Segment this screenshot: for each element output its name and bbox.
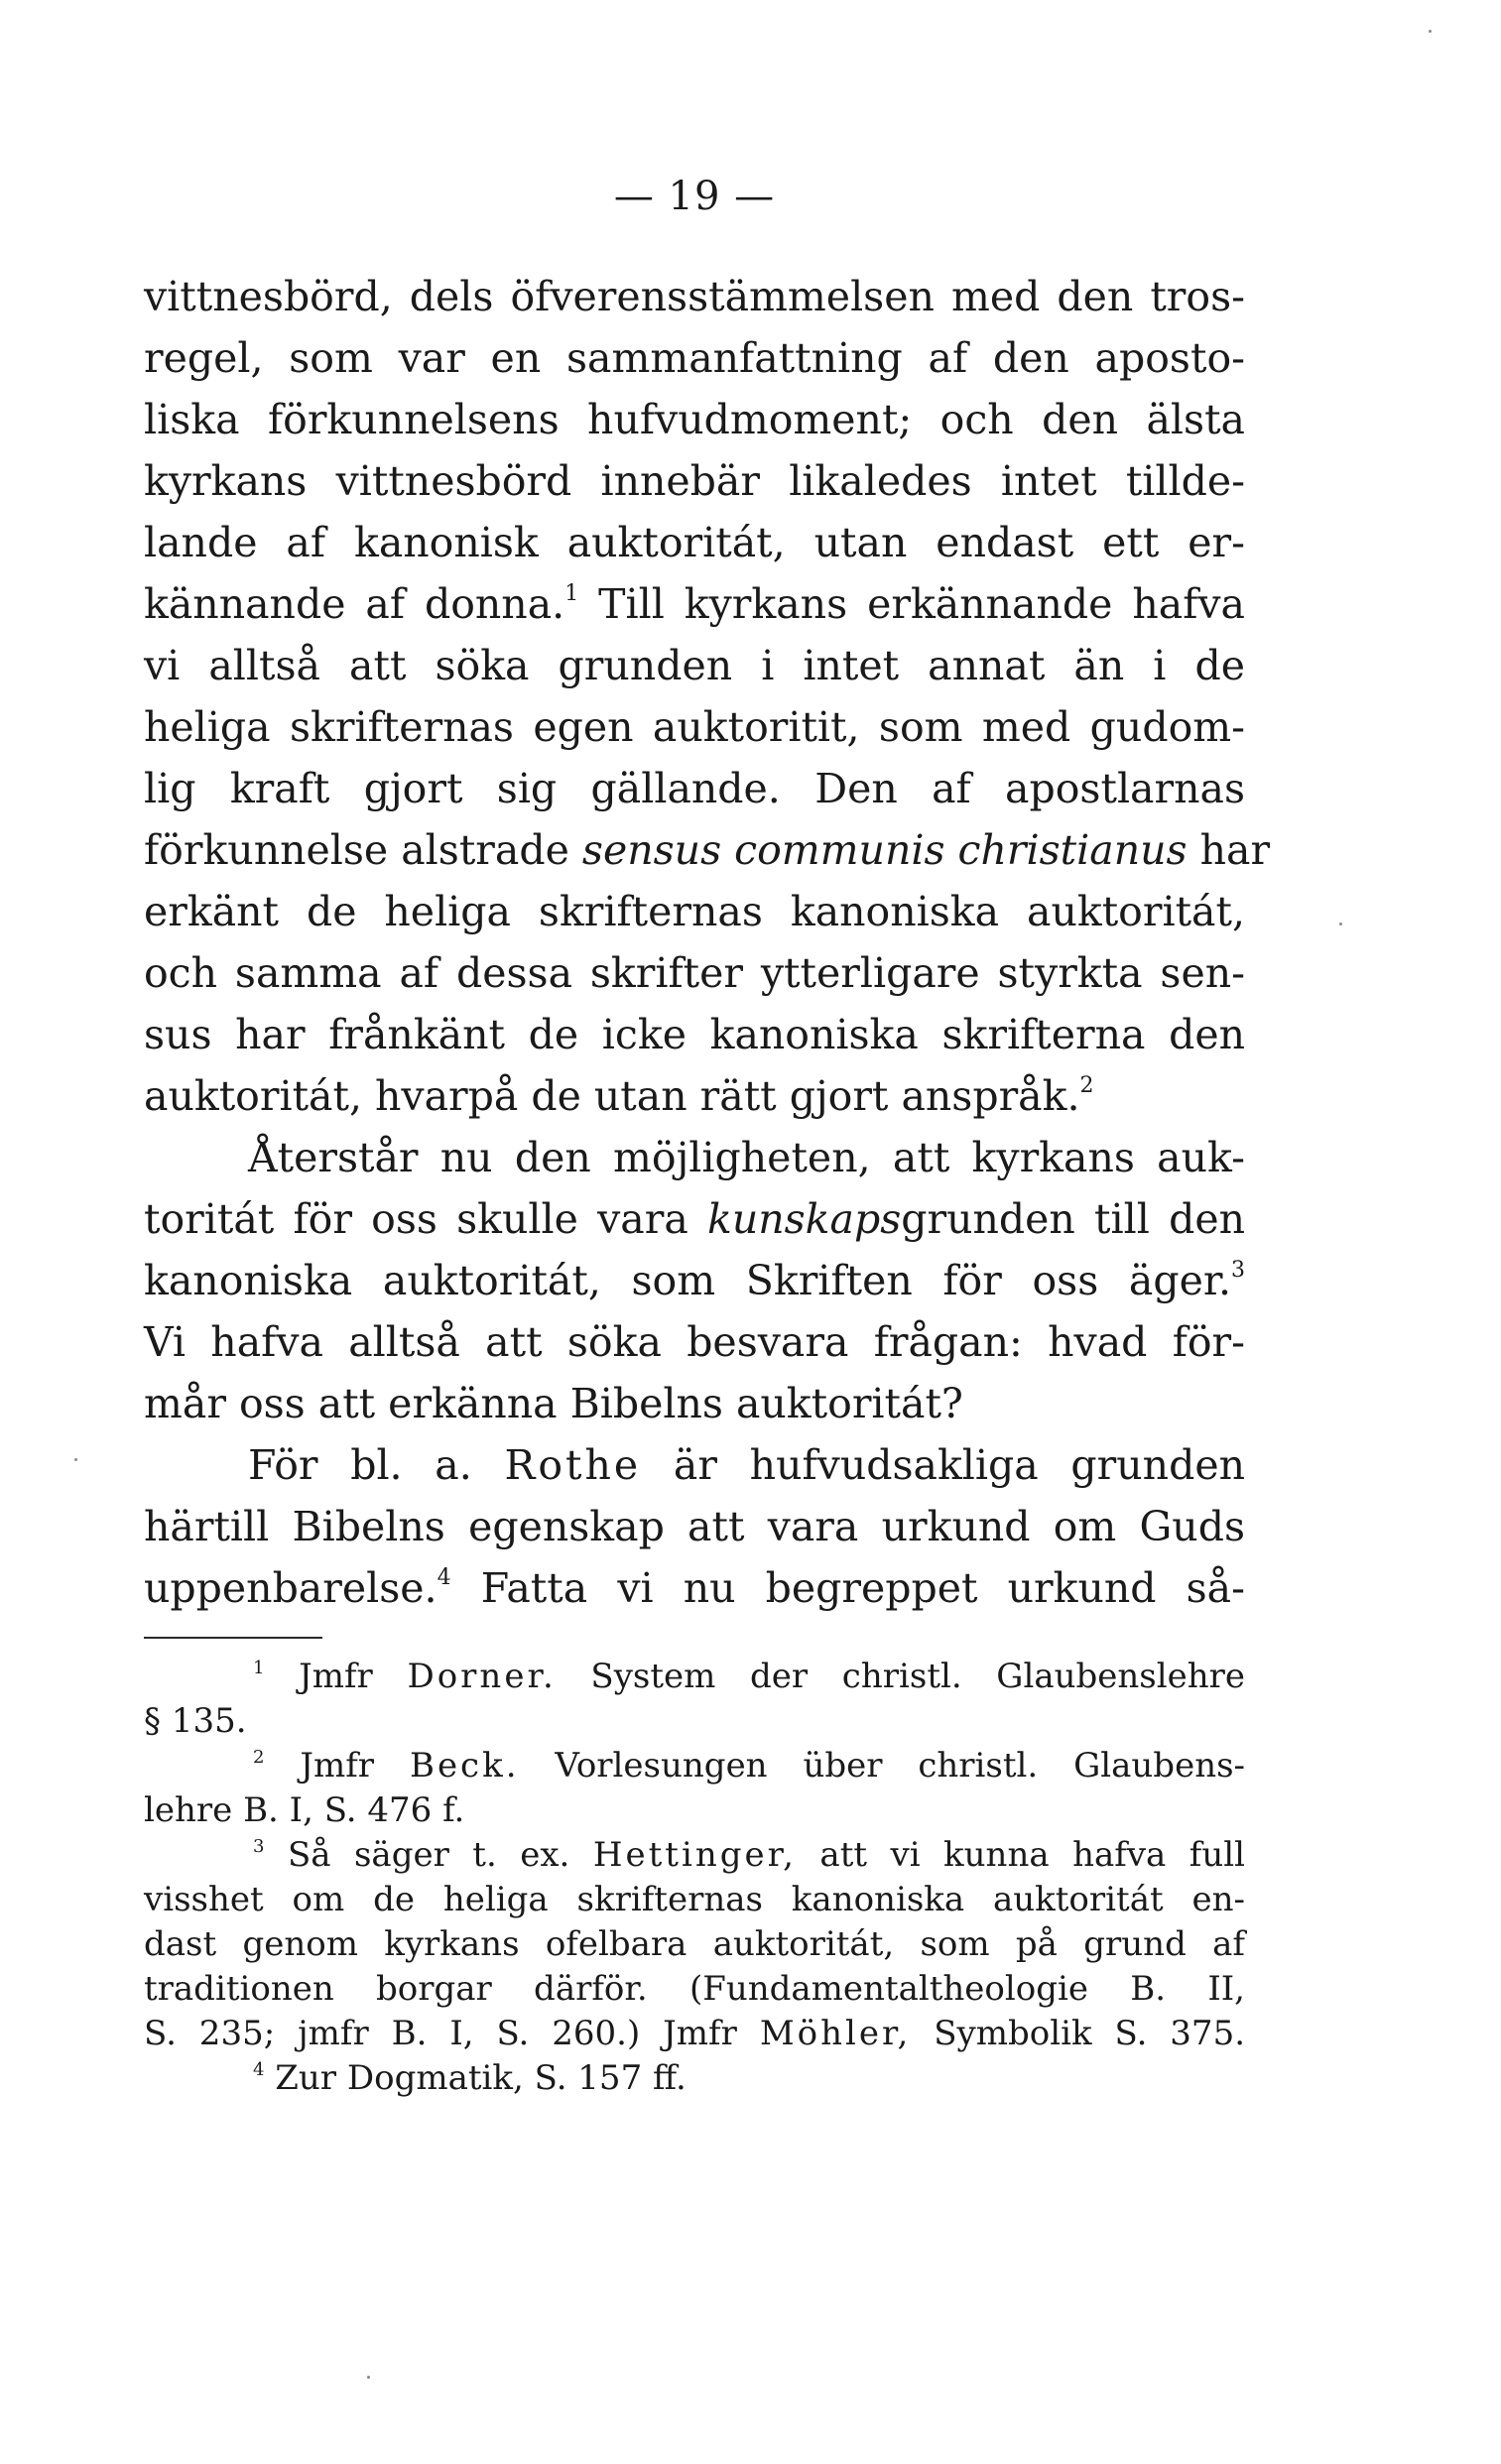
text-line-10-start: förkunnelse alstrade — [144, 826, 569, 874]
footnotes — [144, 1655, 1245, 2101]
text-line-6-start: kännande af donna. — [144, 580, 565, 628]
footnote-3-text-b: att vi kunna hafva full — [819, 1835, 1246, 1875]
footnote-2-line-2: lehre B. I, S. 476 f. — [144, 1790, 465, 1830]
footnote-4-line-1 — [144, 2056, 1245, 2101]
page-number: — 19 — — [613, 174, 776, 219]
text-line-3: liska förkunnelsens hufvudmoment; och den älsta — [144, 396, 1245, 443]
text-line-5: lande af kanonisk auktoritát, utan endast ett er- — [144, 519, 1245, 566]
paper-speck — [367, 2376, 370, 2379]
text-line-22-start: uppenbarelse. — [144, 1564, 438, 1612]
text-line-4: kyrkans vittnesbörd innebär likaledes intet tillde- — [144, 457, 1245, 505]
text-line-6 — [144, 573, 1245, 635]
text-line-16 — [144, 1188, 1245, 1250]
footnote-ref-1: 1 — [564, 581, 579, 606]
footnote-3-text-a: Så säger t. ex. — [287, 1835, 570, 1875]
footnote-2-line-1 — [144, 1744, 1245, 1788]
footnote-2-text-a: Jmfr — [300, 1746, 375, 1786]
text-line-13: sus har frånkänt de icke kanoniska skrifterna den — [144, 1011, 1245, 1058]
text-line-17-text: kanoniska auktoritát, som Skriften för oss äger. — [144, 1257, 1231, 1304]
text-line-18: Vi hafva alltså att söka besvara frågan: hvad för- — [144, 1318, 1245, 1366]
footnote-ref-4: 4 — [437, 1565, 451, 1590]
text-line-20-end: är hufvudsakliga grunden — [673, 1441, 1245, 1489]
text-line-22 — [144, 1557, 1245, 1619]
footnote-3-line-4: traditionen borgar därför. (Fundamentaltheologie B. II, — [144, 1969, 1245, 2009]
footnote-3-author: Hettinger, — [592, 1835, 797, 1875]
footnote-1-line-1 — [144, 1655, 1245, 1699]
text-line-9: lig kraft gjort sig gällande. Den af apostlarnas — [144, 765, 1245, 812]
footnote-1-author: Dorner. — [407, 1657, 557, 1696]
text-line-14-text: auktoritát, hvarpå de utan rätt gjort anspråk. — [144, 1072, 1080, 1120]
footnote-3-line-3: dast genom kyrkans ofelbara auktoritát, som på grund af — [144, 1924, 1245, 1964]
footnote-3-line-2: visshet om de heliga skrifternas kanoniska auktoritát en- — [144, 1880, 1245, 1919]
text-line-15: Återstår nu den möjligheten, att kyrkans auk- — [248, 1134, 1245, 1181]
text-line-6-end: Till kyrkans erkännande hafva — [598, 580, 1245, 628]
footnote-ref-3: 3 — [1231, 1258, 1245, 1283]
footnote-4-marker: 4 — [253, 2059, 265, 2080]
text-line-20 — [144, 1434, 1245, 1496]
footnote-2-author: Beck. — [409, 1746, 520, 1786]
footnote-4-text: Zur Dogmatik, S. 157 ff. — [275, 2058, 687, 2098]
text-line-17 — [144, 1250, 1245, 1311]
text-line-21: härtill Bibelns egenskap att vara urkund om Guds — [144, 1503, 1245, 1550]
footnote-3-author-2: Möhler, — [759, 2014, 912, 2053]
paper-speck — [1429, 30, 1432, 33]
footnote-1-marker: 1 — [253, 1658, 265, 1678]
footnote-3-text-g: Symbolik S. 375. — [934, 2014, 1246, 2053]
text-line-8: heliga skrifternas egen auktoritit, som med gudom- — [144, 703, 1245, 751]
text-line-20-start: För bl. a. — [248, 1441, 472, 1489]
paper-speck — [1339, 923, 1342, 925]
text-line-22-end: Fatta vi nu begreppet urkund så- — [480, 1564, 1245, 1612]
text-line-11: erkänt de heliga skrifternas kanoniska auktoritát, — [144, 888, 1245, 935]
footnote-3-marker: 3 — [253, 1836, 265, 1857]
text-line-7: vi alltså att söka grunden i intet annat än i de — [144, 642, 1245, 689]
text-line-10 — [144, 819, 1271, 881]
text-line-16-start: toritát för oss skulle vara — [144, 1195, 688, 1243]
latin-phrase: sensus communis christianus — [581, 826, 1188, 874]
footnote-1-text-b: System der christl. Glaubenslehre — [590, 1657, 1245, 1696]
book-page — [144, 0, 1271, 2464]
author-name-rothe: Rothe — [504, 1441, 642, 1489]
footnote-3-line-1 — [144, 1833, 1245, 1878]
text-line-16-end: grunden till den — [901, 1195, 1245, 1243]
footnote-1-text-a: Jmfr — [299, 1657, 373, 1696]
text-line-14 — [144, 1065, 1245, 1127]
footnote-3-text-f: S. 235; jmfr B. I, S. 260.) Jmfr — [144, 2014, 737, 2053]
paper-speck — [74, 1458, 77, 1461]
text-line-10-end: har — [1199, 826, 1271, 874]
text-line-12: och samma af dessa skrifter ytterligare styrkta sen- — [144, 949, 1245, 997]
footnote-divider — [144, 1637, 322, 1639]
footnote-2-text-b: Vorlesungen über christl. Glaubens- — [555, 1746, 1246, 1786]
footnote-ref-2: 2 — [1079, 1073, 1094, 1098]
text-line-1: vittnesbörd, dels öfverensstämmelsen med den tros- — [144, 273, 1245, 320]
footnote-3-line-5 — [144, 2012, 1245, 2056]
footnote-1-line-2: § 135. — [144, 1701, 247, 1741]
footnote-2-marker: 2 — [253, 1747, 265, 1768]
italic-word: kunskaps — [706, 1195, 902, 1243]
text-line-2: regel, som var en sammanfattning af den aposto- — [144, 334, 1245, 382]
text-line-19: mår oss att erkänna Bibelns auktoritát? — [144, 1380, 963, 1427]
main-text — [144, 266, 1271, 1619]
